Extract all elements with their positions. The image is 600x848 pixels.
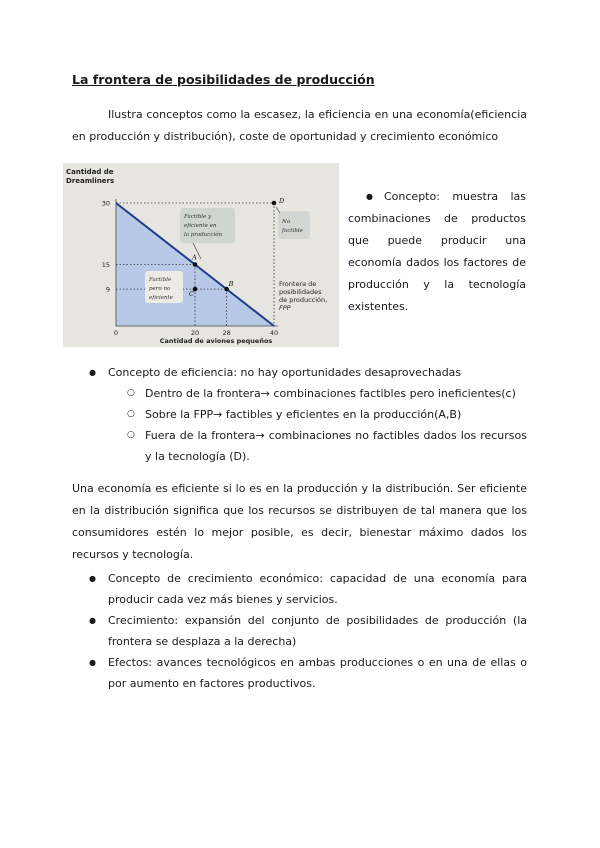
efficient-annotation-line1: Factible y: [184, 214, 212, 220]
intro-paragraph: Ilustra conceptos como la escasez, la eficiencia en una economía(eficiencia en producción y distribución), coste de oportunidad y crecimiento económico: [72, 108, 527, 143]
page-title: La frontera de posibilidades de producción: [72, 72, 375, 87]
y-axis-title-line1: Cantidad de: [66, 168, 114, 176]
efficiency-paragraph: Una economía es eficiente si lo es en la producción y la distribución. Ser eficiente en la distribución significa que los recursos se distribuyen de tal manera que los consumidores estén lo mejor posible, es decir, bienestar máximo dados los recursos y tecnología.: [72, 482, 527, 561]
list-item: [72, 652, 527, 694]
growth-list: [72, 568, 527, 694]
growth-item3-text: Efectos: avances tecnológicos en ambas producciones o en una de ellas o por aumento en factores productivos.: [108, 656, 527, 690]
sub-bullet-icon: ○: [127, 409, 135, 419]
bullet-icon: ●: [89, 616, 96, 625]
y-tick-label: 15: [101, 261, 110, 269]
bullet-icon: ●: [89, 368, 96, 377]
list-item: [72, 425, 527, 467]
feasible-annotation-line1: Factible: [149, 277, 172, 283]
x-tick-label: 28: [222, 329, 231, 337]
efficiency-sub1-text: Dentro de la frontera→ combinaciones factibles pero ineficientes(c): [145, 387, 516, 400]
feasible-annotation-line3: eficiente: [149, 295, 174, 301]
list-item: [72, 362, 527, 383]
list-item: [72, 610, 527, 652]
feasible-annotation-line2: pero no: [149, 286, 171, 292]
bullet-icon: ●: [89, 574, 96, 583]
efficiency-sub3-text: Fuera de la frontera→ combinaciones no factibles dados los recursos y la tecnología (D).: [145, 429, 527, 463]
sub-bullet-icon: ○: [127, 430, 135, 440]
notfeasible-annotation-line2: factible: [282, 228, 303, 234]
list-item: [72, 568, 527, 610]
y-tick-label: 30: [101, 199, 110, 208]
point-label-c: C: [189, 290, 194, 299]
point-a: [193, 262, 198, 267]
x-tick-label: 40: [269, 329, 279, 337]
efficiency-main-text: Concepto de eficiencia: no hay oportunidades desaprovechadas: [108, 366, 462, 379]
frontier-label-line2: posibilidades: [279, 288, 322, 296]
efficiency-section: [72, 362, 527, 467]
notfeasible-annotation-box: [278, 211, 310, 239]
list-item: [72, 383, 527, 404]
list-item: [72, 404, 527, 425]
point-d: [272, 201, 277, 206]
ppf-chart: [63, 163, 339, 347]
sub-bullet-icon: ○: [127, 388, 135, 398]
efficient-annotation-line3: la producción: [184, 232, 223, 238]
efficiency-sub2-text: Sobre la FPP→ factibles y eficientes en la producción(A,B): [145, 408, 462, 421]
efficient-annotation-line2: eficiente en: [184, 223, 217, 229]
y-tick-label: 9: [105, 285, 110, 294]
side-bullet-list: [348, 186, 526, 318]
frontier-label-line4: FPP: [279, 304, 291, 312]
frontier-label-line3: de producción,: [279, 296, 328, 304]
side-bullet-text: ● Concepto: muestra las combinaciones de productos que puede producir una economía dados los factores de producción y la tecnología existentes.: [348, 190, 526, 313]
bullet-icon: ●: [89, 658, 96, 667]
growth-item1-text: Concepto de crecimiento económico: capacidad de una economía para producir cada vez más bienes y servicios.: [108, 572, 527, 606]
ppf-figure: [63, 163, 339, 347]
growth-item2-text: Crecimiento: expansión del conjunto de posibilidades de producción (la frontera se desplaza a la derecha): [108, 614, 527, 648]
x-tick-label: 0: [113, 329, 119, 337]
x-tick-label: 20: [190, 329, 200, 337]
point-label-d: D: [279, 197, 285, 205]
list-item: [348, 186, 526, 318]
y-axis-title-line2: Dreamliners: [66, 177, 115, 185]
point-label-b: B: [228, 280, 234, 289]
point-label-a: A: [192, 253, 197, 262]
notfeasible-annotation-line1: No: [282, 219, 291, 225]
x-axis-title: Cantidad de aviones pequeños: [159, 337, 273, 345]
frontier-label-line1: Frontera de: [279, 280, 317, 288]
